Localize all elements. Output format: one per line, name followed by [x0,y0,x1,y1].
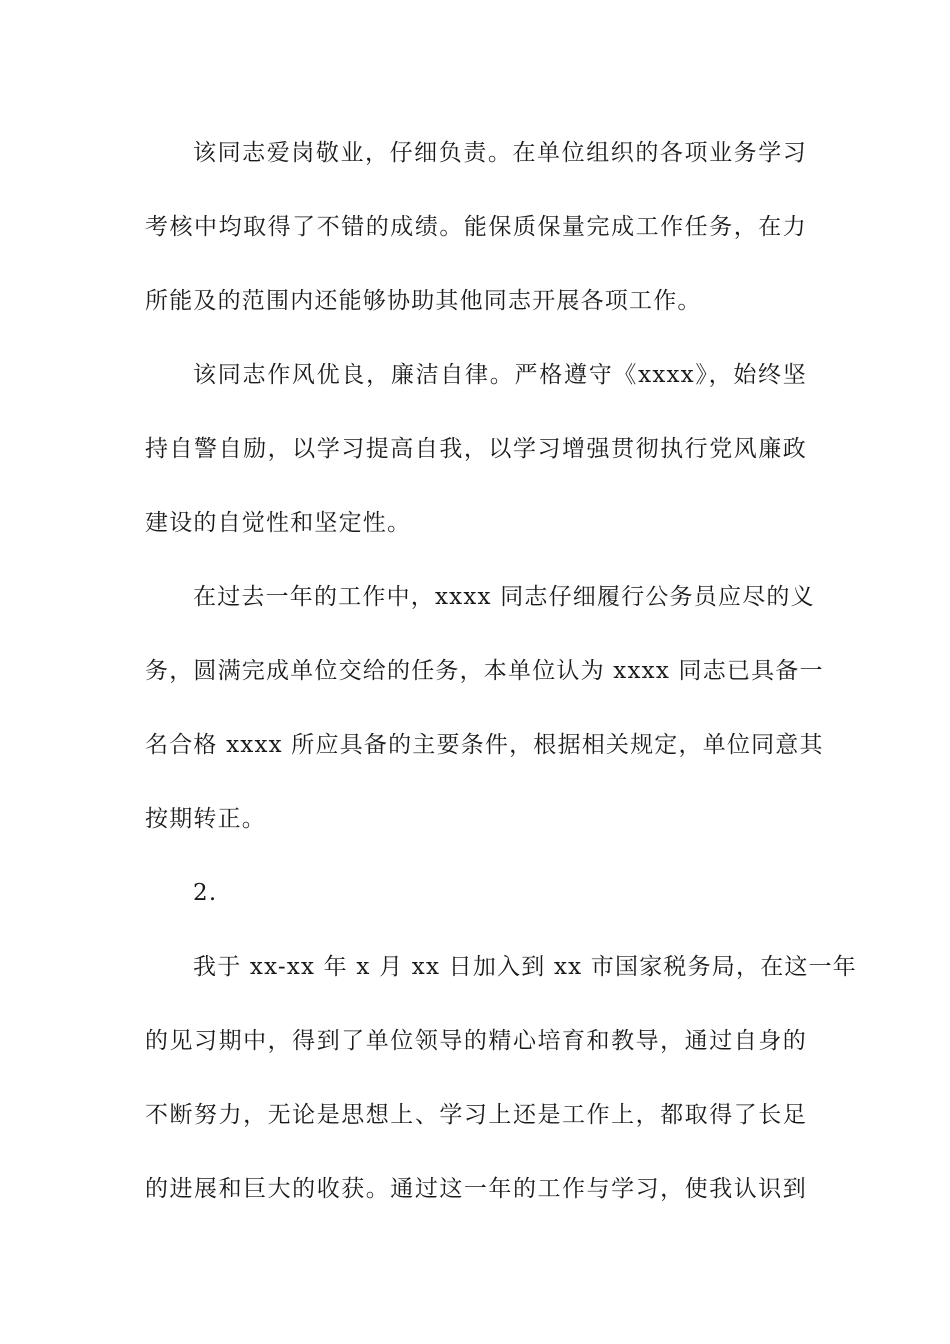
paragraph-2 [145,338,807,560]
text-line: 建设的自觉性和坚定性。 [145,510,412,536]
section-number [145,856,807,930]
paragraph-3 [145,560,824,856]
text-line: 按期转正。 [145,806,266,832]
text-line: 我于 xx-xx 年 x 月 xx 日加入到 xx 市国家税务局，在这一年 [193,954,857,980]
paragraph-1 [145,116,807,338]
text-line: 持自警自励，以学习提高自我，以学习增强贯彻执行党风廉政 [145,436,807,462]
text-line: 考核中均取得了不错的成绩。能保质保量完成工作任务，在力 [145,214,807,240]
document-body [145,116,857,1226]
paragraph-4 [145,930,857,1226]
text-line: 所能及的范围内还能够协助其他同志开展各项工作。 [145,288,702,314]
text-line: 名合格 xxxx 所应具备的主要条件，根据相关规定，单位同意其 [145,732,824,758]
text-line: 2. [193,880,218,906]
text-line: 在过去一年的工作中，xxxx 同志仔细履行公务员应尽的义 [193,584,815,610]
text-line: 的见习期中，得到了单位领导的精心培育和教导，通过自身的 [145,1028,807,1054]
text-line: 不断努力，无论是思想上、学习上还是工作上，都取得了长足 [145,1102,807,1128]
text-line: 的进展和巨大的收获。通过这一年的工作与学习，使我认识到 [145,1176,807,1202]
text-line: 该同志爱岗敬业，仔细负责。在单位组织的各项业务学习 [193,140,807,166]
text-line: 该同志作风优良，廉洁自律。严格遵守《xxxx》，始终坚 [193,362,807,388]
text-line: 务，圆满完成单位交给的任务，本单位认为 xxxx 同志已具备一 [145,658,824,684]
